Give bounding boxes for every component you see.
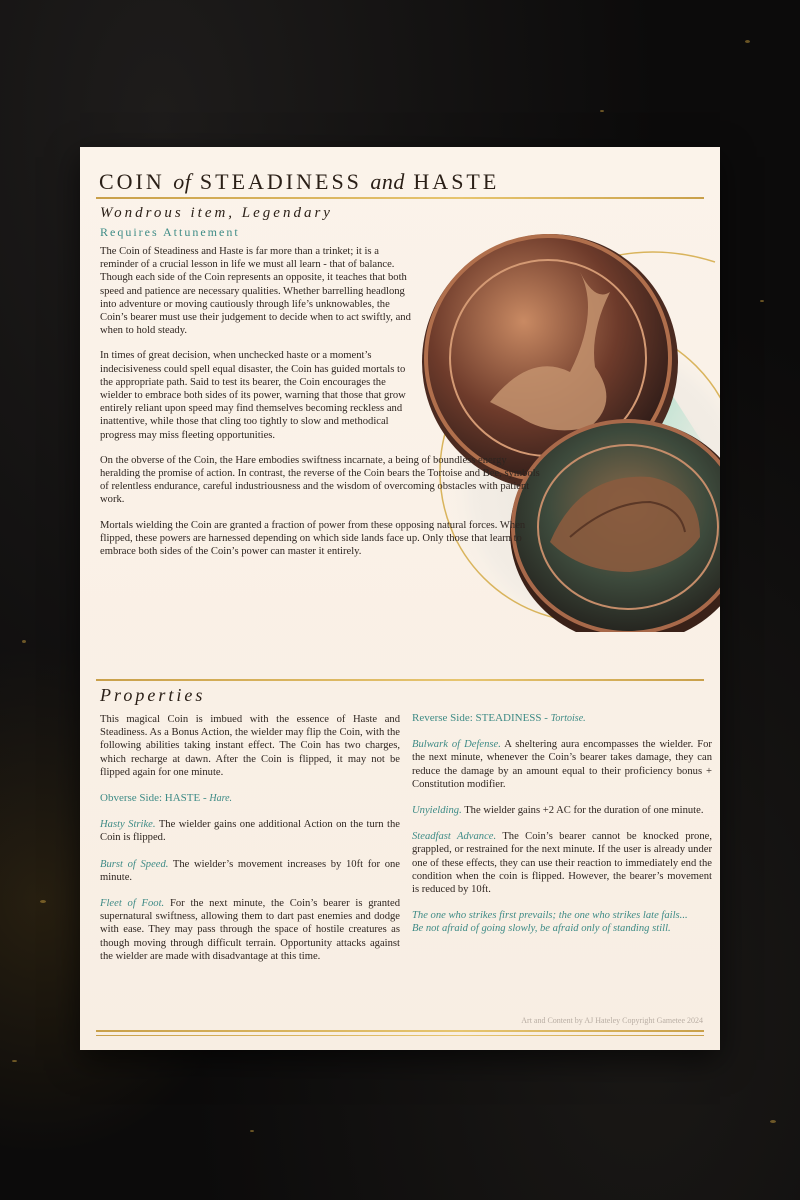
title-word: STEADINESS — [199, 169, 362, 194]
reverse-heading — [412, 712, 712, 725]
ability-name: Steadfast Advance. — [412, 831, 497, 843]
section-rule — [96, 679, 704, 681]
ability-unyielding — [412, 804, 712, 817]
ability-name: Burst of Speed. — [100, 858, 169, 870]
copyright-credit: Art and Content by AJ Hateley Copyright Gametee 2024 — [521, 1016, 703, 1025]
ability-text: The Coin’s bearer cannot be knocked prone, grappled, or restrained for the next minute. If the user is already under one of these effects, they can use their reaction to immediately end the condition when the coin is flipped. However, the bearer’s movement is reduced by 10ft. — [412, 831, 712, 896]
gold-fleck — [770, 1120, 776, 1123]
intro-paragraph: On the obverse of the Coin, the Hare embodies swiftness incarnate, a being of boundless energy heralding the promise of action. In contrast, the reverse of the Coin bears the Tortoise and Bee, symbols of relentless endurance, careful industriousness and the wisdom of overcoming obstacles with patient work. — [100, 454, 540, 506]
obverse-label: Obverse Side: HASTE - — [100, 792, 210, 805]
gold-fleck — [12, 1060, 17, 1062]
gold-fleck — [745, 40, 750, 43]
properties-heading: Properties — [100, 685, 206, 705]
item-type: Wondrous item, Legendary — [100, 205, 333, 221]
reverse-label: Reverse Side: STEADINESS - — [412, 712, 551, 724]
ability-burst-of-speed — [100, 858, 400, 884]
ability-text: The wielder gains one additional Action on the turn the Coin is flipped. — [100, 819, 400, 844]
title-word: and — [370, 169, 405, 194]
gold-fleck — [40, 900, 46, 903]
title-rule — [96, 197, 704, 199]
obverse-heading — [100, 792, 400, 805]
ability-hasty-strike — [100, 818, 400, 844]
title-word: HASTE — [413, 169, 500, 194]
properties-intro: This magical Coin is imbued with the essence of Haste and Steadiness. As a Bonus Action, the wielder may flip the Coin, with the following abilities taking instant effect. The Coin has two charges, which recharge at dawn. After the Coin is flipped, it may not be flipped again for one minute. — [100, 714, 400, 778]
motto-line: Be not afraid of going slowly, be afraid only of standing still. — [412, 923, 671, 935]
motto-line: The one who strikes first prevails; the one who strikes late fails... — [412, 910, 688, 922]
item-title — [99, 169, 499, 195]
gold-fleck — [600, 110, 604, 112]
footer-rule-thin — [96, 1035, 704, 1036]
properties-right-column — [412, 712, 712, 949]
ability-fleet-of-foot — [100, 897, 400, 963]
gold-fleck — [22, 640, 26, 643]
intro-paragraph: In times of great decision, when unchecked haste or a moment’s indecisiveness could spell equal disaster, the Coin has guided mortals to the appropriate path. Said to test its bearer, the Coin encourages the wielder to embrace both sides of its power, warning that those that grow entirely reliant upon speed may find themselves becoming reckless and inattentive, while those that cling too tightly to slow and methodical progress may miss fleeting opportunities. — [100, 350, 406, 441]
ability-text: The wielder’s movement increases by 10ft for one minute. — [100, 858, 400, 883]
ability-name: Unyielding. — [412, 805, 462, 817]
title-word: COIN — [99, 169, 165, 194]
coin-motto — [412, 909, 712, 935]
ability-name: Bulwark of Defense. — [412, 739, 501, 751]
ability-steadfast-advance — [412, 830, 712, 896]
ability-name: Hasty Strike. — [100, 819, 156, 831]
attunement-label: Requires Attunement — [100, 225, 240, 239]
obverse-animal: Hare. — [209, 793, 233, 805]
reverse-animal: Tortoise. — [550, 713, 586, 724]
footer-rule — [96, 1030, 704, 1032]
properties-left-column — [100, 713, 400, 976]
title-word: of — [173, 169, 192, 194]
intro-text — [100, 245, 540, 570]
gold-fleck — [760, 300, 764, 302]
item-card — [80, 147, 720, 1050]
intro-paragraph: The Coin of Steadiness and Haste is far more than a trinket; it is a reminder of a crucial lesson in life we must all learn - that of balance. Though each side of the Coin represents an opposite, it teaches that both speed and patience are necessary qualities. Whether barrelling headlong into adventure or moving cautiously through life’s unknowables, the Coin’s bearer must use their judgement to decide when to act swiftly, and when to hold steady. — [100, 246, 411, 337]
coin-illustration — [380, 202, 720, 632]
coin-art — [380, 202, 720, 632]
gold-fleck — [250, 1130, 254, 1132]
intro-paragraph: Mortals wielding the Coin are granted a fraction of power from these opposing natural forces. When flipped, these powers are harnessed depending on which side lands face up. Only those that learn to embrace both sides of the Coin’s power can master it entirely. — [100, 519, 526, 558]
ability-text: A sheltering aura encompasses the wielder. For the next minute, whenever the Coin’s bearer takes damage, they can reduce the damage by an amount equal to their proficiency bonus + Constitution modifier. — [412, 739, 712, 790]
ability-text: The wielder gains +2 AC for the duration of one minute. — [464, 805, 704, 817]
ability-bulwark-of-defense — [412, 738, 712, 791]
ability-text: For the next minute, the Coin’s bearer is granted supernatural swiftness, allowing them to dart past enemies and dodge with ease. They may pass through the space of hostile creatures as though moving through difficult terrain. Opportunity attacks against the wielder are made with disadvantage at this time. — [100, 898, 400, 962]
ability-name: Fleet of Foot. — [100, 898, 165, 910]
